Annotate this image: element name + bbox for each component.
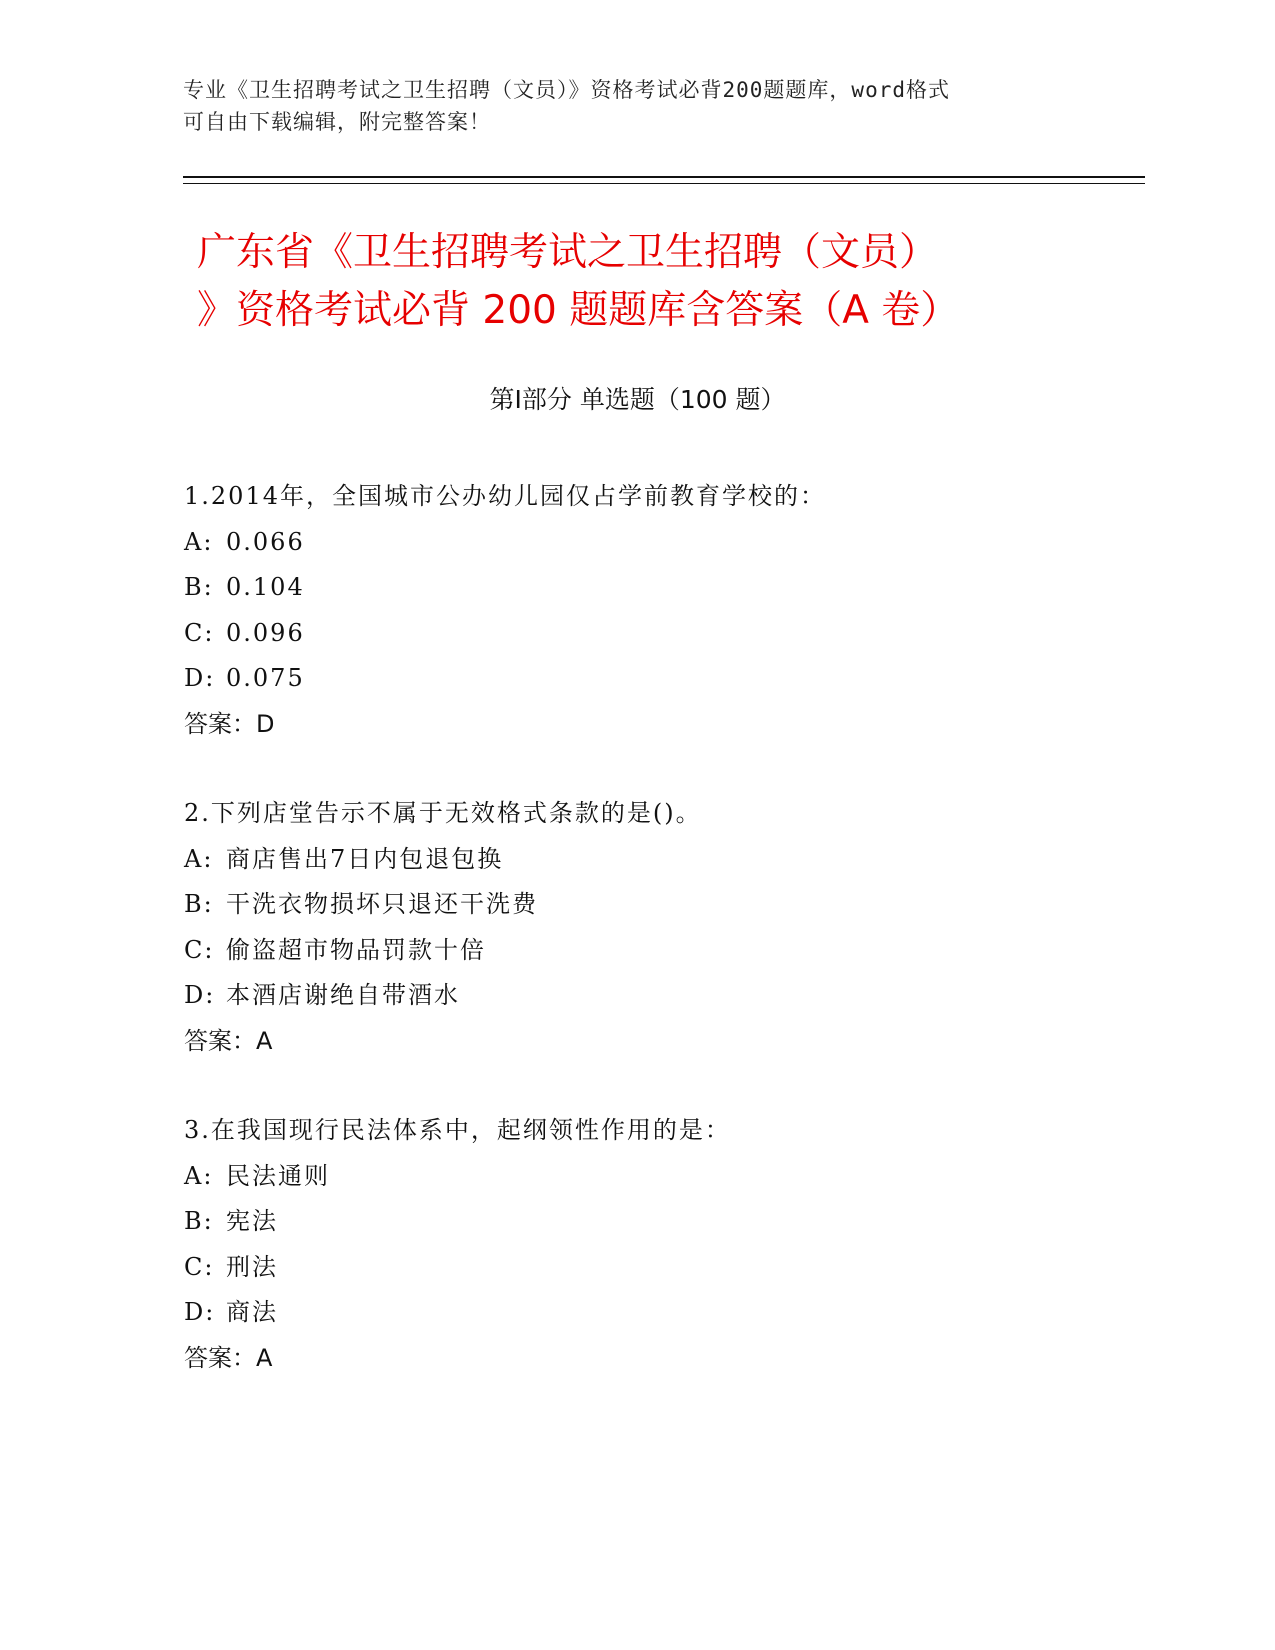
option-c: [184, 1245, 1144, 1291]
option-d: [184, 1290, 1144, 1336]
document-title-line-1: 广东省《卫生招聘考试之卫生招聘（文员）: [197, 230, 939, 275]
document-title-line-2: 》资格考试必背 200 题题库含答案（A 卷）: [197, 288, 960, 333]
option-text: 商法: [226, 1298, 278, 1326]
answer: 答案：A: [184, 1343, 273, 1372]
section-title: 第Ⅰ部分 单选题（100 题）: [489, 385, 786, 414]
option-a: [184, 837, 1144, 883]
question-stem: 3.在我国现行民法体系中，起纲领性作用的是：: [184, 1116, 731, 1144]
question-list: [184, 474, 1144, 1425]
header-divider-thick: [183, 176, 1145, 178]
header-note-line-1: 专业《卫生招聘考试之卫生招聘（文员）》资格考试必背200题题库，word格式: [183, 78, 950, 102]
option-letter: D:: [184, 664, 216, 692]
option-text: 本酒店谢绝自带酒水: [226, 981, 460, 1009]
header-divider-thin: [183, 183, 1145, 184]
option-letter: C:: [184, 618, 215, 647]
option-letter: A:: [184, 844, 214, 873]
answer: 答案：A: [184, 1026, 273, 1055]
option-text: 0.075: [226, 664, 305, 692]
option-a: [184, 1154, 1144, 1200]
option-letter: C:: [184, 935, 215, 964]
option-text: 刑法: [226, 1252, 278, 1281]
header-note-line-2: 可自由下载编辑，附完整答案！: [183, 110, 491, 134]
option-text: 民法通则: [226, 1161, 330, 1190]
question-stem: 2.下列店堂告示不属于无效格式条款的是()。: [184, 799, 702, 827]
option-letter: D:: [184, 1298, 216, 1326]
option-text: 0.066: [226, 527, 305, 556]
answer: 答案：D: [184, 709, 275, 738]
option-letter: A:: [184, 527, 214, 556]
option-b: [184, 882, 1144, 928]
option-a: [184, 520, 1144, 566]
question-2: [184, 791, 1144, 1064]
option-c: [184, 611, 1144, 657]
option-c: [184, 928, 1144, 974]
document-header-note: [183, 74, 1083, 138]
question-3: [184, 1108, 1144, 1381]
option-letter: B:: [184, 890, 214, 918]
question-1: [184, 474, 1144, 747]
document-title: [197, 224, 1097, 340]
option-letter: B:: [184, 573, 214, 601]
option-text: 0.104: [226, 573, 305, 601]
option-text: 偷盗超市物品罚款十倍: [226, 935, 486, 964]
option-b: [184, 565, 1144, 611]
option-letter: C:: [184, 1252, 215, 1281]
option-b: [184, 1199, 1144, 1245]
option-text: 商店售出7日内包退包换: [226, 844, 504, 873]
option-d: [184, 656, 1144, 702]
option-text: 干洗衣物损坏只退还干洗费: [226, 890, 538, 918]
option-text: 0.096: [226, 618, 305, 647]
option-letter: A:: [184, 1161, 214, 1190]
option-text: 宪法: [226, 1207, 278, 1235]
option-letter: B:: [184, 1207, 214, 1235]
question-stem: 1.2014年，全国城市公办幼儿园仅占学前教育学校的：: [184, 482, 826, 510]
option-d: [184, 973, 1144, 1019]
option-letter: D:: [184, 981, 216, 1009]
